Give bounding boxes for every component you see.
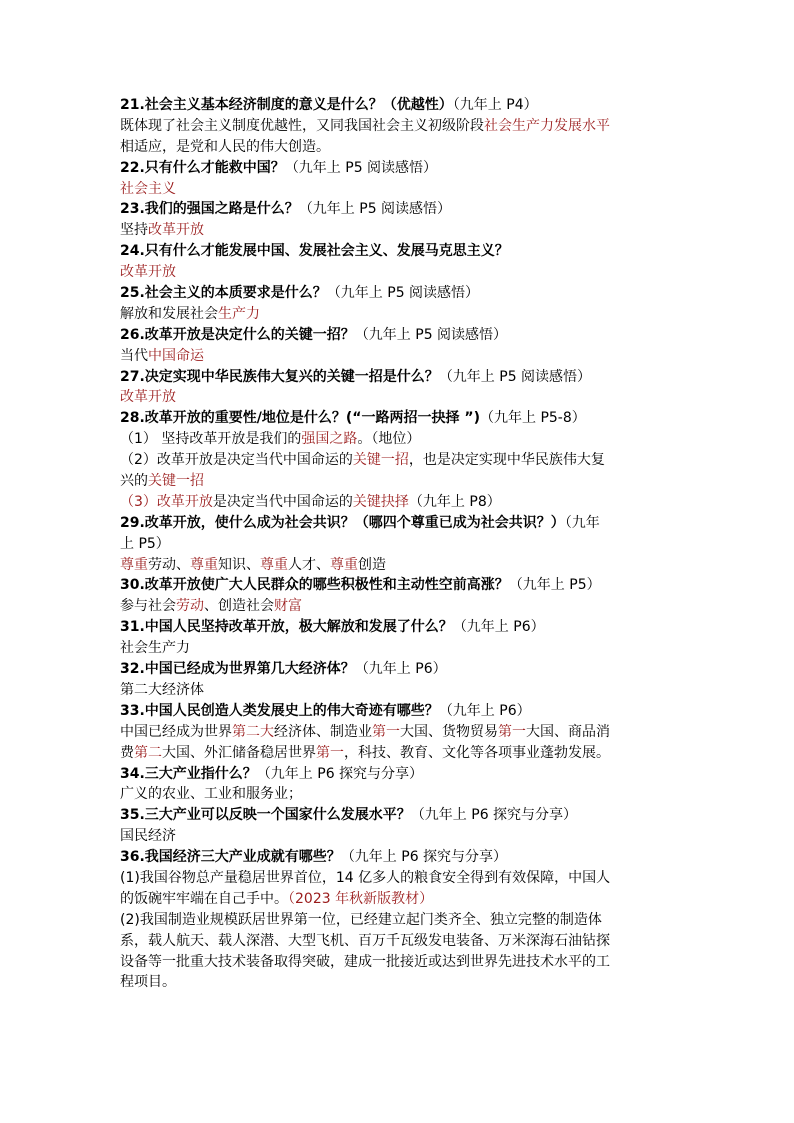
- text-segment: 27.决定实现中华民族伟大复兴的关键一招是什么？: [120, 368, 439, 385]
- answer-line: [120, 450, 680, 471]
- answer-line: [120, 220, 680, 241]
- highlight-text: 改革开放: [120, 389, 176, 406]
- source-note: （九年上 P4）: [452, 97, 538, 113]
- text-segment: 21.社会主义基本经济制度的意义是什么？（优越性）: [120, 97, 453, 113]
- text-segment: 34.三大产业指什么？: [120, 765, 257, 782]
- answer-line: [120, 910, 680, 931]
- question-line: [120, 805, 680, 826]
- answer-line: [120, 784, 680, 805]
- highlight-text: 改革开放: [120, 264, 176, 281]
- highlight-text: 中国命运: [148, 347, 204, 364]
- text-segment: 费: [120, 744, 134, 761]
- answer-line: [120, 429, 680, 450]
- answer-line: [120, 889, 680, 910]
- answer-line: [120, 680, 680, 701]
- text-segment: 26.改革开放是决定什么的关键一招？: [120, 326, 355, 343]
- answer-line: [120, 137, 680, 158]
- highlight-text: 尊重: [330, 556, 358, 573]
- highlight-text: 关键一招: [148, 473, 204, 490]
- question-line: [120, 764, 680, 785]
- question-line: [120, 283, 680, 304]
- text-segment: 社会生产力: [120, 640, 190, 657]
- question-line: [120, 408, 680, 429]
- text-segment: （九年上 P8）: [408, 493, 501, 510]
- text-segment: 坚持: [120, 222, 148, 239]
- text-segment: 经济体、制造业: [274, 723, 372, 740]
- answer-line: [120, 471, 680, 492]
- highlight-text: 尊重: [190, 556, 218, 573]
- source-note: （九年上 P5 阅读感悟）: [326, 285, 480, 302]
- source-note: （九年上 P6 探究与分享）: [256, 765, 424, 782]
- text-segment: 人才、: [288, 556, 330, 573]
- highlight-text: 第一: [316, 744, 344, 761]
- question-line: [120, 701, 680, 722]
- answer-line: [120, 596, 680, 617]
- question-line: [120, 158, 680, 179]
- text-segment: 中国已经成为世界: [120, 723, 232, 740]
- text-segment: 的饭碗牢牢端在自己手中。: [120, 890, 288, 907]
- text-segment: 当代: [120, 347, 148, 364]
- text-segment: 劳动、: [148, 556, 190, 573]
- source-note: （九年: [564, 514, 600, 531]
- highlight-text: 财富: [274, 598, 302, 615]
- text-segment: （1） 坚持改革开放是我们的: [120, 431, 302, 448]
- highlight-text: 社会主义: [120, 180, 176, 197]
- document-body: [120, 95, 680, 993]
- text-segment: ，也是决定实现中华民族伟大复: [408, 452, 605, 469]
- answer-line: [120, 826, 680, 847]
- text-segment: 。（地位）: [357, 431, 421, 448]
- answer-line: [120, 346, 680, 367]
- source-note: （九年上 P5 阅读感悟）: [438, 368, 592, 385]
- text-segment: 28.改革开放的重要性/地位是什么？(“一路两招一抉择 ”): [120, 410, 480, 427]
- answer-line: [120, 492, 680, 513]
- text-segment: 22.只有什么才能救中国？: [120, 159, 285, 176]
- text-segment: 参与社会: [120, 598, 176, 615]
- text-segment: 35.三大产业可以反映一个国家什么发展水平？: [120, 807, 411, 824]
- answer-line: [120, 722, 680, 743]
- highlight-text: 劳动: [176, 598, 204, 615]
- source-note: （九年上 P5 阅读感悟）: [284, 159, 438, 176]
- source-note: （九年上 P6 探究与分享）: [340, 849, 508, 866]
- question-line: [120, 367, 680, 388]
- answer-line: [120, 638, 680, 659]
- text-segment: 既体现了社会主义制度优越性，又同我国社会主义初级阶段: [120, 117, 484, 134]
- answer-line: [120, 304, 680, 325]
- answer-line: [120, 952, 680, 973]
- highlight-text: （3）改革开放: [120, 493, 213, 510]
- text-segment: 是决定当代中国命运的: [212, 493, 353, 510]
- text-segment: 23.我们的强国之路是什么？: [120, 201, 299, 218]
- text-segment: 33.中国人民创造人类发展史上的伟大奇迹有哪些？: [120, 702, 439, 719]
- highlight-text: 第一: [372, 723, 400, 740]
- source-note: （九年上 P5）: [508, 577, 601, 594]
- text-segment: 兴的: [120, 473, 148, 490]
- text-segment: 国民经济: [120, 828, 176, 845]
- text-segment: ，科技、教育、文化等各项事业蓬勃发展。: [344, 744, 610, 761]
- source-note: （九年上 P5 阅读感悟）: [298, 201, 452, 218]
- question-line: [120, 199, 680, 220]
- question-line: [120, 659, 680, 680]
- highlight-text: 第二大: [232, 723, 274, 740]
- text-segment: 知识、: [218, 556, 260, 573]
- answer-line: [120, 116, 680, 137]
- highlight-text: 尊重: [120, 556, 148, 573]
- highlight-text: 第一: [498, 723, 526, 740]
- highlight-text: 生产力: [218, 305, 260, 322]
- text-segment: 29.改革开放，使什么成为社会共识？（哪四个尊重已成为社会共识？）: [120, 514, 565, 531]
- source-note: （九年上 P6 探究与分享）: [410, 807, 578, 824]
- question-line: [120, 95, 680, 116]
- text-segment: 24.只有什么才能发展中国、发展社会主义、发展马克思主义？: [120, 243, 509, 260]
- question-line: [120, 617, 680, 638]
- text-segment: 程项目。: [120, 974, 176, 991]
- highlight-text: 改革开放: [148, 222, 204, 239]
- text-segment: 上 P5）: [120, 535, 170, 552]
- question-line: [120, 241, 680, 262]
- text-segment: 第二大经济体: [120, 681, 204, 698]
- question-line: [120, 513, 680, 534]
- answer-line: [120, 868, 680, 889]
- answer-line: [120, 931, 680, 952]
- highlight-text: 关键抉择: [352, 493, 409, 510]
- answer-line: [120, 555, 680, 576]
- text-segment: 大国、货物贸易: [400, 723, 498, 740]
- text-segment: (2)我国制造业规模跃居世界第一位，已经建立起门类齐全、独立完整的制造体: [120, 911, 602, 928]
- source-note: （九年上 P5 阅读感悟）: [354, 326, 508, 343]
- text-segment: 31.中国人民坚持改革开放，极大解放和发展了什么？: [120, 619, 453, 636]
- highlight-text: （2023 年秋新版教材）: [288, 890, 434, 907]
- answer-line: [120, 179, 680, 200]
- text-segment: 设备等一批重大技术装备取得突破，建成一批接近或达到世界先进技术水平的工: [120, 953, 610, 970]
- highlight-text: 第二: [134, 744, 162, 761]
- text-segment: 系，载人航天、载人深潜、大型飞机、百万千瓦级发电装备、万米深海石油钻探: [120, 932, 610, 949]
- question-line: [120, 847, 680, 868]
- text-segment: 、创造社会: [204, 598, 274, 615]
- answer-line: [120, 387, 680, 408]
- text-segment: 大国、外汇储备稳居世界: [162, 744, 316, 761]
- source-note: （九年上 P6）: [354, 661, 447, 678]
- answer-line: [120, 972, 680, 993]
- source-note: （九年上 P6）: [438, 702, 531, 719]
- source-note: （九年上 P6）: [452, 619, 545, 636]
- highlight-text: 尊重: [260, 556, 288, 573]
- source-note: （九年上 P5-8）: [480, 410, 586, 427]
- text-segment: 广义的农业、工业和服务业；: [120, 786, 302, 803]
- text-segment: 32.中国已经成为世界第几大经济体？: [120, 661, 355, 678]
- text-segment: 解放和发展社会: [120, 305, 218, 322]
- text-segment: 30.改革开放使广大人民群众的哪些积极性和主动性空前高涨？: [120, 577, 509, 594]
- answer-line: [120, 534, 680, 555]
- text-segment: (1)我国谷物总产量稳居世界首位，14 亿多人的粮食安全得到有效保障，中国人: [120, 869, 611, 886]
- highlight-text: 关键一招: [352, 452, 409, 469]
- text-segment: 相适应，是党和人民的伟大创造。: [120, 138, 330, 155]
- answer-line: [120, 262, 680, 283]
- text-segment: 大国、商品消: [526, 723, 610, 740]
- highlight-text: 社会生产力发展水平: [484, 117, 610, 134]
- answer-line: [120, 743, 680, 764]
- text-segment: 36.我国经济三大产业成就有哪些？: [120, 849, 341, 866]
- question-line: [120, 325, 680, 346]
- text-segment: 创造: [358, 556, 386, 573]
- text-segment: （2）改革开放是决定当代中国命运的: [120, 452, 353, 469]
- highlight-text: 强国之路: [301, 431, 358, 448]
- question-line: [120, 575, 680, 596]
- text-segment: 25.社会主义的本质要求是什么？: [120, 285, 327, 302]
